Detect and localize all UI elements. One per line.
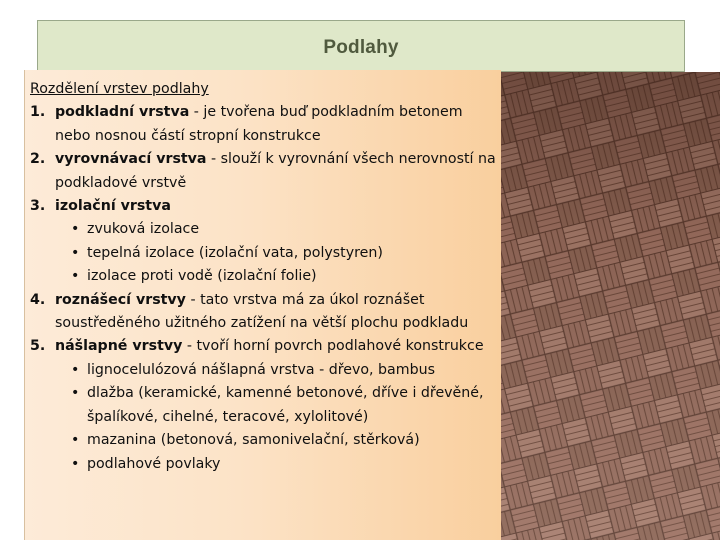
item-description: - tato vrstva má za úkol roznášet soustředěného užitného zatížení na větší plochu podkladu: [55, 291, 469, 332]
sub-item: [55, 218, 497, 241]
list-item: [30, 101, 497, 148]
bullet: •: [71, 361, 80, 378]
item-number: 4.: [30, 291, 46, 308]
slide-title: Podlahy: [323, 37, 399, 58]
bullet: •: [71, 432, 80, 449]
parquet-floor-photo: [499, 72, 720, 540]
item-number: 5.: [30, 338, 46, 355]
content-text: [30, 78, 497, 476]
sub-item-text: lignocelulózová nášlapná vrstva - dřevo, bambus: [87, 361, 435, 378]
bullet: •: [71, 244, 80, 261]
item-description: - slouží k vyrovnání všech nerovností na podkladové vrstvě: [55, 151, 496, 191]
sub-item-text: dlažba (keramické, kamenné betonové, dříve i dřevěné, špalíkové, cihelné, teracové, xylolitové): [87, 385, 484, 425]
content-panel: [24, 70, 501, 540]
sub-item-text: izolace proti vodě (izolační folie): [87, 268, 317, 285]
section-heading: Rozdělení vrstev podlahy: [30, 81, 209, 97]
list-item: [30, 335, 497, 475]
item-term: roznášecí vrstvy: [55, 291, 186, 308]
sub-item: [55, 382, 497, 429]
item-number: 2.: [30, 151, 46, 168]
sub-item: [55, 265, 497, 288]
sub-list: [55, 218, 497, 288]
bullet: •: [71, 268, 80, 285]
list-item: [30, 195, 497, 289]
item-description: - tvoří horní povrch podlahové konstrukce: [182, 338, 484, 355]
item-term: podkladní vrstva: [55, 104, 190, 121]
list-item: [30, 148, 497, 195]
item-description: - je tvořena buď podkladním betonem nebo nosnou částí stropní konstrukce: [55, 104, 463, 144]
sub-item-text: zvuková izolace: [87, 221, 200, 238]
item-term: vyrovnávací vrstva: [55, 151, 207, 168]
bullet: •: [71, 385, 80, 402]
layer-list: [30, 101, 497, 476]
list-item: [30, 289, 497, 336]
item-term: izolační vrstva: [55, 198, 171, 215]
item-number: 1.: [30, 104, 46, 121]
title-bar: [37, 20, 685, 72]
item-term: nášlapné vrstvy: [55, 338, 183, 355]
item-number: 3.: [30, 198, 46, 215]
sub-item: [55, 242, 497, 265]
sub-item: [55, 429, 497, 452]
sub-item-text: mazanina (betonová, samonivelační, stěrková): [87, 432, 420, 449]
sub-item-text: tepelná izolace (izolační vata, polystyren): [87, 244, 383, 261]
sub-item-text: podlahové povlaky: [87, 455, 221, 472]
bullet: •: [71, 221, 80, 238]
sub-list: [55, 359, 497, 476]
sub-item: [55, 359, 497, 382]
bullet: •: [71, 455, 80, 472]
sub-item: [55, 453, 497, 476]
